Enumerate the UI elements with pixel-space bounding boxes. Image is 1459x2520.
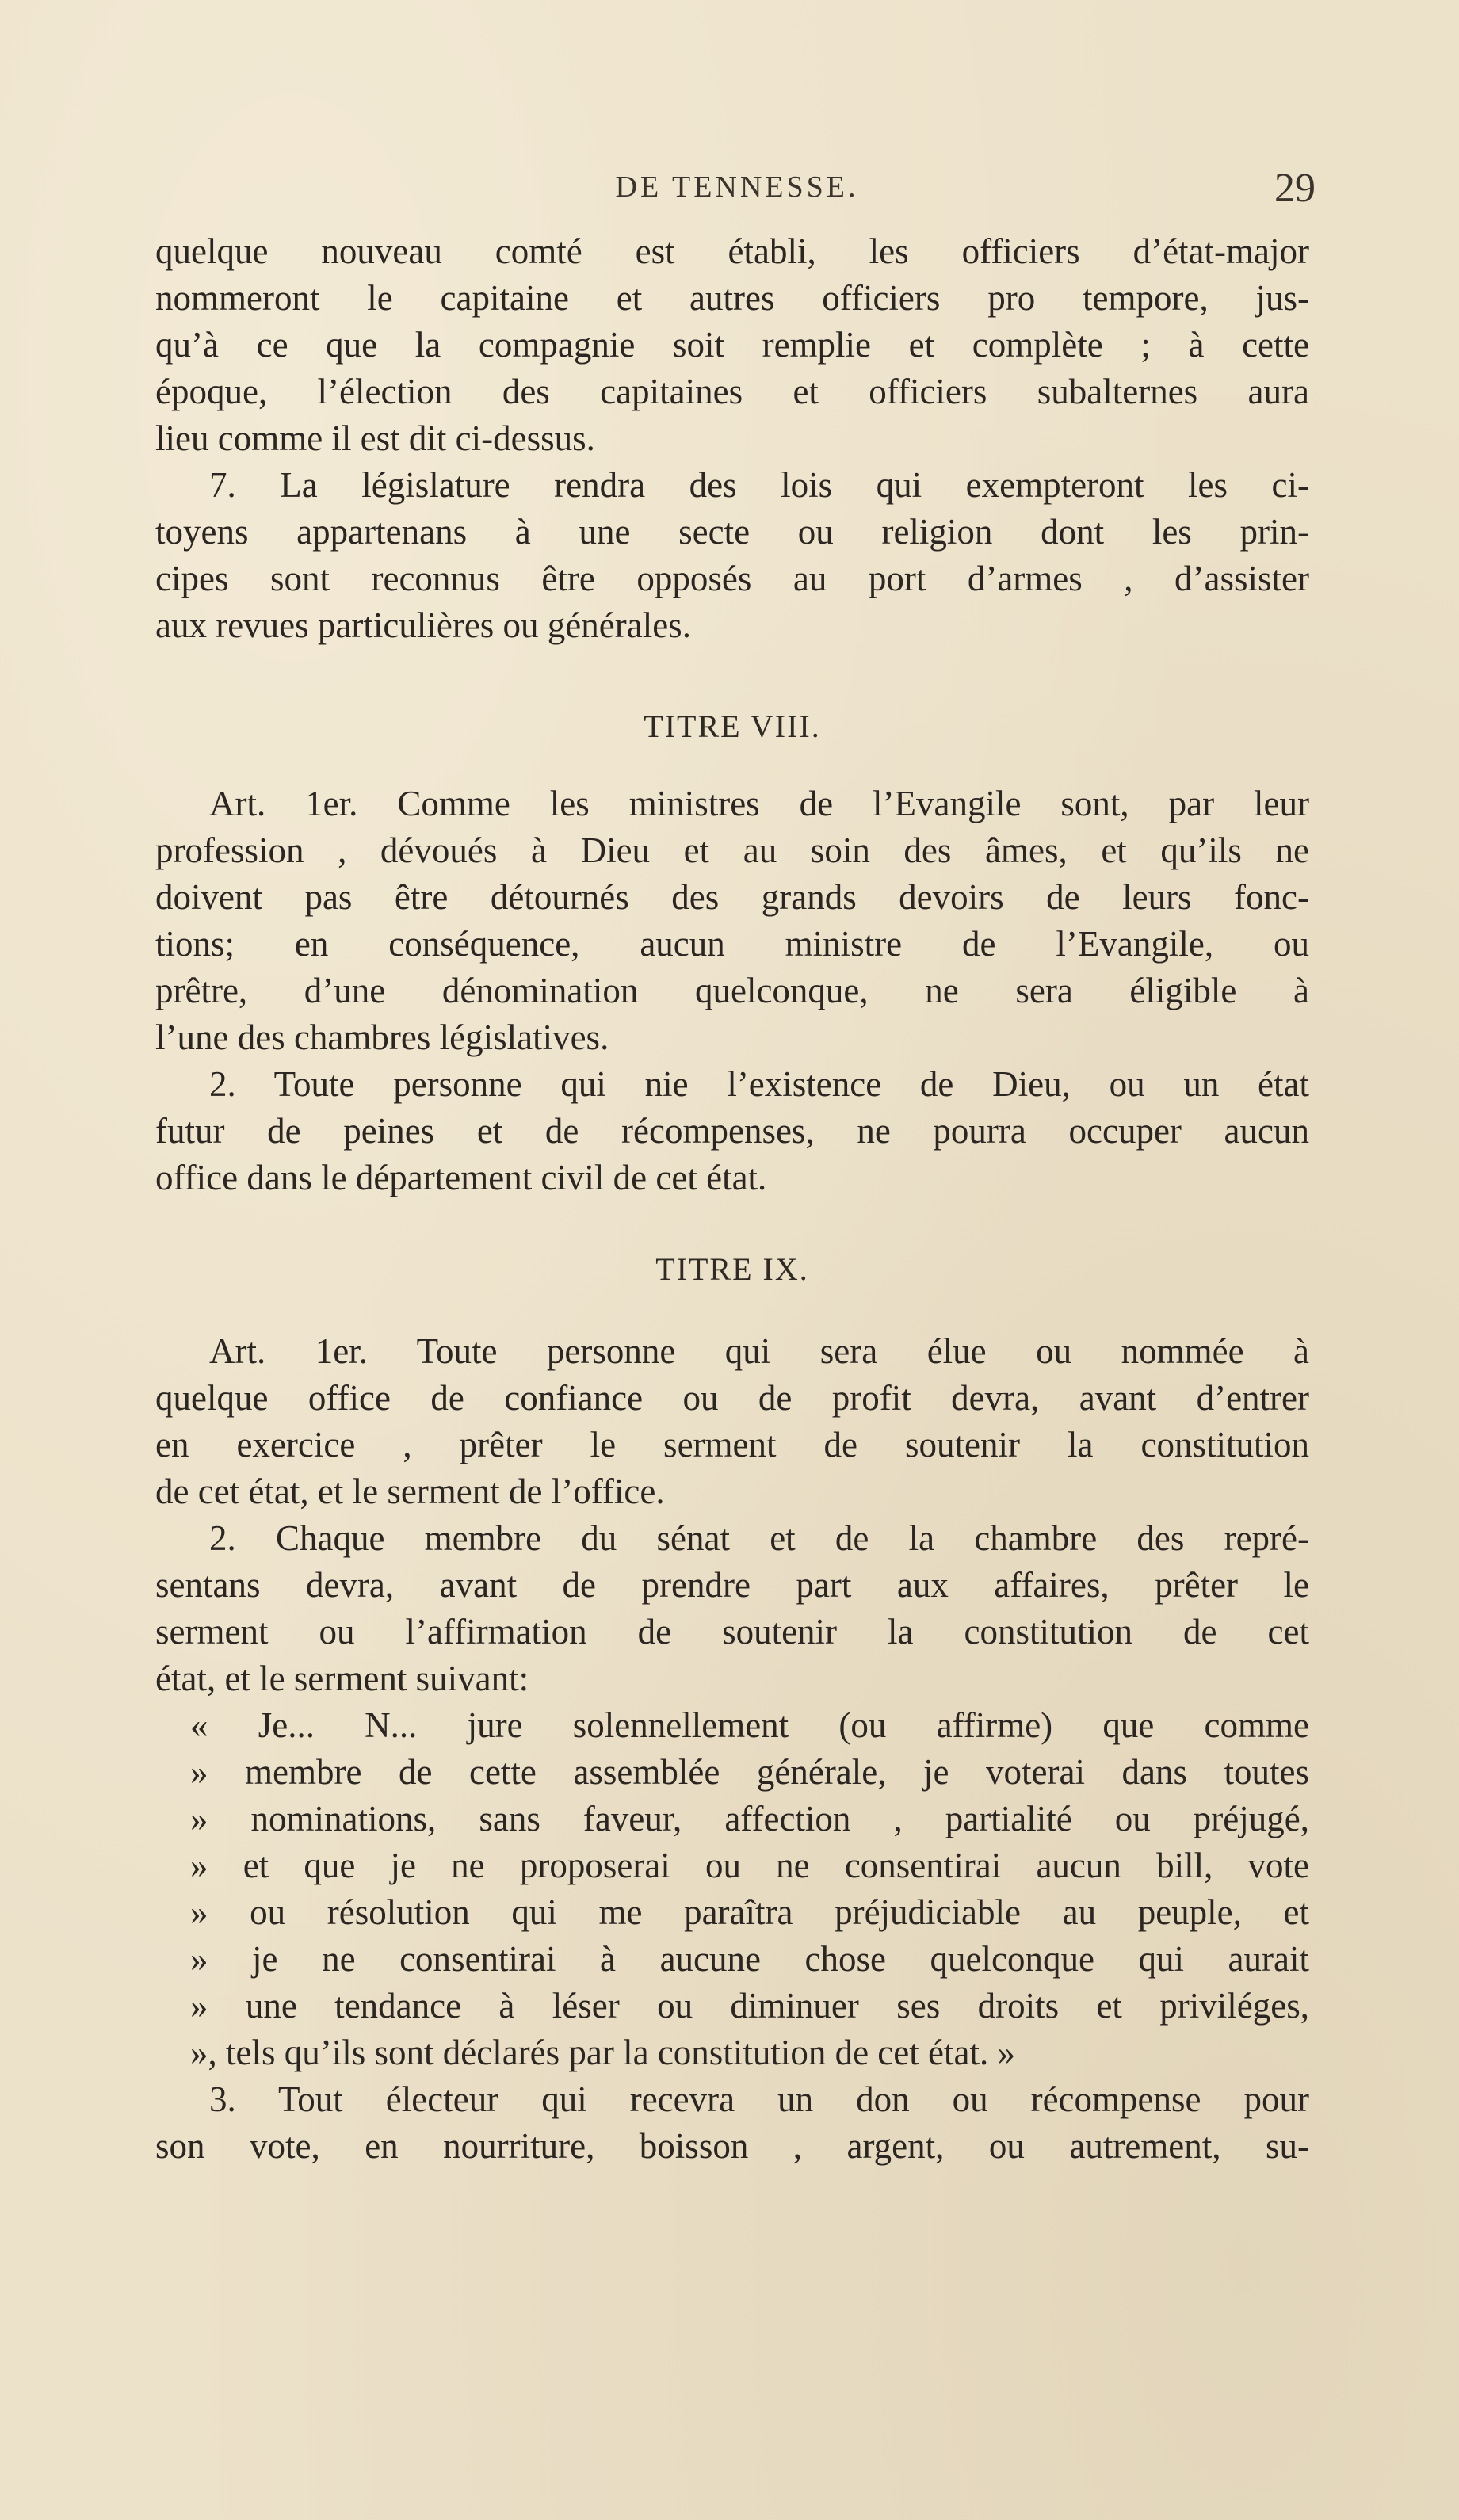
text-line: quelque office de confiance ou de profit devra, avant d’entrer: [155, 1378, 1309, 1418]
quote-line: » une tendance à léser ou diminuer ses droits et priviléges,: [190, 1986, 1309, 2026]
text-line: qu’à ce que la compagnie soit remplie et complète ; à cette: [155, 325, 1309, 365]
section-titre-viii: [155, 781, 1309, 1201]
body-text: [155, 228, 1309, 2170]
quote-line: » je ne consentirai à aucune chose quelconque qui aurait: [190, 1939, 1309, 1979]
quote-line: » et que je ne proposerai ou ne consentirai aucun bill, vote: [190, 1846, 1309, 1885]
text-line: 3. Tout électeur qui recevra un don ou récompense pour: [209, 2079, 1309, 2119]
text-line: futur de peines et de récompenses, ne pourra occuper aucun: [155, 1111, 1309, 1151]
quote-line: » ou résolution qui me paraîtra préjudiciable au peuple, et: [190, 1892, 1309, 1932]
quote-line: » nominations, sans faveur, affection , partialité ou préjugé,: [190, 1799, 1309, 1838]
section-a: [155, 228, 1309, 649]
quote-line: « Je... N... jure solennellement (ou affirme) que comme: [190, 1705, 1309, 1745]
text-line: lieu comme il est dit ci-dessus.: [155, 418, 595, 458]
text-line: 2. Toute personne qui nie l’existence de Dieu, ou un état: [209, 1064, 1309, 1104]
text-line: Art. 1er. Toute personne qui sera élue ou nommée à: [209, 1331, 1309, 1371]
text-line: époque, l’élection des capitaines et officiers subalternes aura: [155, 372, 1309, 411]
text-line: profession , dévoués à Dieu et au soin des âmes, et qu’ils ne: [155, 830, 1309, 870]
text-line: de cet état, et le serment de l’office.: [155, 1472, 665, 1511]
section-heading-titre-viii: TITRE VIII.: [644, 708, 821, 744]
text-line: office dans le département civil de cet état.: [155, 1158, 767, 1197]
text-line: sentans devra, avant de prendre part aux affaires, prêter le: [155, 1565, 1309, 1605]
text-line: toyens appartenans à une secte ou religion dont les prin-: [155, 512, 1309, 552]
text-line: Art. 1er. Comme les ministres de l’Evangile sont, par leur: [209, 784, 1309, 823]
text-line: serment ou l’affirmation de soutenir la constitution de cet: [155, 1612, 1309, 1651]
text-line: en exercice , prêter le serment de soutenir la constitution: [155, 1425, 1309, 1464]
text-line: 2. Chaque membre du sénat et de la chambre des repré-: [209, 1518, 1309, 1558]
page-number: 29: [1274, 166, 1316, 211]
text-line: 7. La législature rendra des lois qui exempteront les ci-: [209, 465, 1309, 505]
text-line: son vote, en nourriture, boisson , argent, ou autrement, su-: [155, 2126, 1309, 2166]
running-head: [159, 166, 1316, 217]
running-title: DE TENNESSE.: [615, 170, 859, 204]
quote-line: », tels qu’ils sont déclarés par la constitution de cet état. »: [190, 2033, 1015, 2072]
section-heading-titre-ix: TITRE IX.: [655, 1251, 809, 1287]
text-line: état, et le serment suivant:: [155, 1659, 529, 1698]
section-titre-ix: [155, 1328, 1309, 2170]
text-line: aux revues particulières ou générales.: [155, 605, 691, 645]
text-line: cipes sont reconnus être opposés au port d’armes , d’assister: [155, 559, 1309, 598]
quote-line: » membre de cette assemblée générale, je voterai dans toutes: [190, 1752, 1309, 1792]
text-line: l’une des chambres législatives.: [155, 1018, 609, 1057]
text-line: nommeront le capitaine et autres officiers pro tempore, jus-: [155, 278, 1309, 318]
text-line: tions; en conséquence, aucun ministre de l’Evangile, ou: [155, 924, 1309, 964]
text-line: doivent pas être détournés des grands devoirs de leurs fonc-: [155, 877, 1309, 917]
text-line: prêtre, d’une dénomination quelconque, ne sera éligible à: [155, 971, 1309, 1010]
text-line: quelque nouveau comté est établi, les officiers d’état-major: [155, 231, 1309, 271]
